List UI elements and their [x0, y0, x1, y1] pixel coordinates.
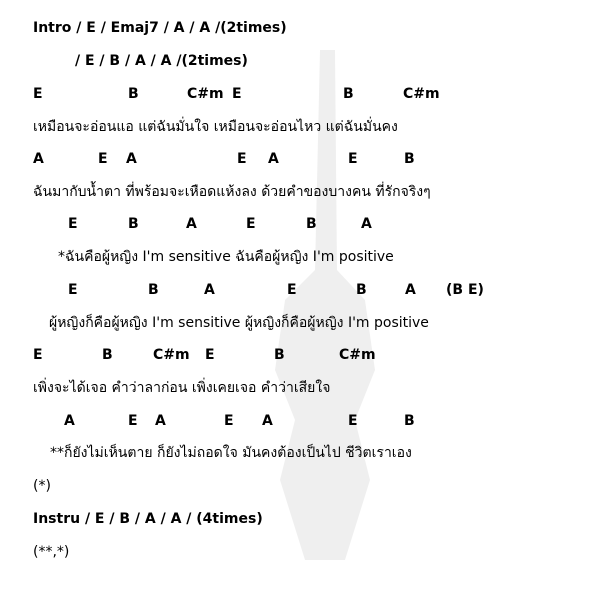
instrumental-line: Instru / E / B / A / A / (4times) — [33, 511, 263, 527]
chord: E — [205, 347, 215, 363]
chord: E — [68, 282, 78, 298]
chord: A — [186, 216, 197, 232]
chord: E — [246, 216, 256, 232]
chord: E — [224, 413, 234, 429]
chord: C#m — [187, 86, 224, 102]
chord: E — [33, 86, 43, 102]
chord: B — [102, 347, 113, 363]
chord: A — [64, 413, 75, 429]
repeat-marker: (*) — [33, 478, 51, 494]
chord: A — [405, 282, 416, 298]
chord: E — [33, 347, 43, 363]
chord: C#m — [403, 86, 440, 102]
chord: E — [237, 151, 247, 167]
chord: C#m — [153, 347, 190, 363]
chord: C#m — [339, 347, 376, 363]
repeat-marker: (**,*) — [33, 544, 70, 560]
chord: A — [262, 413, 273, 429]
lyric-line: ผู้หญิงก็คือผู้หญิง I'm sensitive ผู้หญิงก็คือผู้หญิง I'm positive — [49, 315, 429, 331]
chord: A — [268, 151, 279, 167]
lyric-line: **ก็ยังไม่เห็นตาย ก็ยังไม่ถอดใจ มันคงต้องเป็นไป ชีวิตเราเอง — [50, 445, 412, 461]
chord: B — [128, 216, 139, 232]
chord: E — [287, 282, 297, 298]
lyric-line: เหมือนจะอ่อนแอ แต่ฉันมั่นใจ เหมือนจะอ่อนไหว แต่ฉันมั่นคง — [33, 119, 398, 135]
lyric-line: เพิ่งจะได้เจอ คำว่าลาก่อน เพิ่งเคยเจอ คำว่าเสียใจ — [33, 380, 331, 396]
chord: A — [33, 151, 44, 167]
chord: E — [232, 86, 242, 102]
intro-line-2: / E / B / A / A /(2times) — [75, 53, 248, 69]
chord: B — [274, 347, 285, 363]
chord: A — [361, 216, 372, 232]
intro-line-1: Intro / E / Emaj7 / A / A /(2times) — [33, 20, 287, 36]
lyric-line: *ฉันคือผู้หญิง I'm sensitive ฉันคือผู้หญิง I'm positive — [58, 249, 394, 265]
chord: B — [404, 151, 415, 167]
chord: B — [148, 282, 159, 298]
chord: B — [128, 86, 139, 102]
chord: (B E) — [446, 282, 484, 298]
chord: E — [128, 413, 138, 429]
chord: B — [306, 216, 317, 232]
chord: B — [356, 282, 367, 298]
chord: E — [348, 151, 358, 167]
chord: A — [204, 282, 215, 298]
chord: B — [404, 413, 415, 429]
chord: E — [98, 151, 108, 167]
chord: E — [68, 216, 78, 232]
chord: B — [343, 86, 354, 102]
chord: A — [126, 151, 137, 167]
chord: E — [348, 413, 358, 429]
lyric-line: ฉันมากับน้ำตา ที่พร้อมจะเหือดแห้งลง ด้วยคำของบางคน ที่รักจริงๆ — [33, 184, 431, 200]
chord: A — [155, 413, 166, 429]
